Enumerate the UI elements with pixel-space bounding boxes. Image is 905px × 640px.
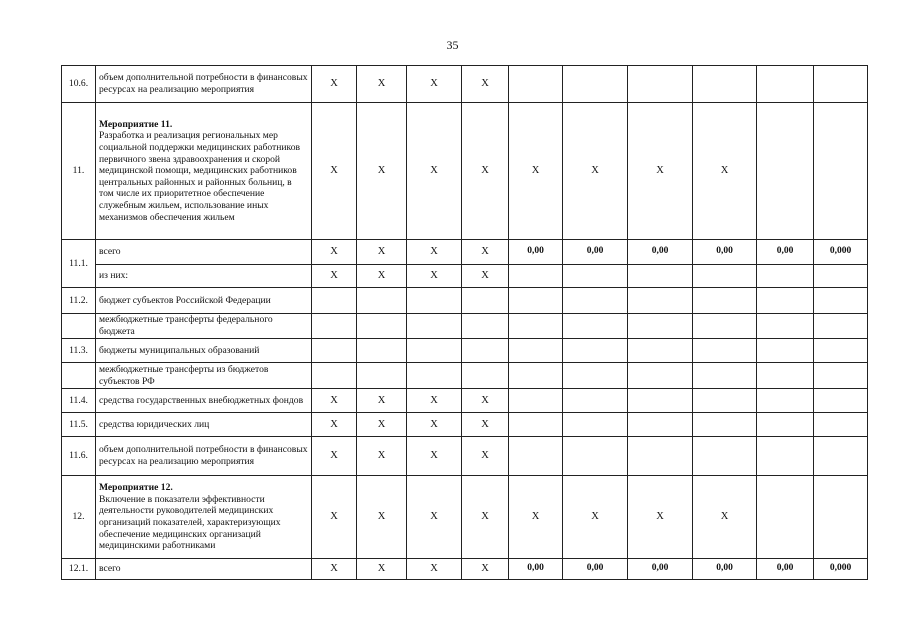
row-text: средства государственных внебюджетных фондов xyxy=(99,394,304,406)
value-cell xyxy=(693,339,757,363)
value-cell xyxy=(509,339,563,363)
mark-cell: X xyxy=(357,240,407,265)
mark-cell: X xyxy=(357,103,407,240)
table-row xyxy=(62,437,868,476)
row-text: Разработка и реализация региональных мер социальной поддержки медицинских работников первичного звена здравоохранения и скорой медицинской помощи, медицинских работников центральных районных и районных больниц, в том числе их приоритетное обеспечение служебным жильем, использование иных механизмов обеспечения жильем xyxy=(99,130,301,223)
value-cell: 0,00 xyxy=(628,559,693,580)
mark-cell: X xyxy=(407,437,462,476)
table-row xyxy=(62,413,868,437)
value-cell: 0,00 xyxy=(693,240,757,265)
value-cell: X xyxy=(628,476,693,559)
value-cell: 0,000 xyxy=(814,559,868,580)
value-cell xyxy=(563,339,628,363)
mark-cell xyxy=(407,339,462,363)
table-row xyxy=(62,66,868,103)
row-number: 11.6. xyxy=(62,437,96,476)
activity-title: Мероприятие 12. xyxy=(99,482,173,494)
value-cell xyxy=(628,413,693,437)
mark-cell xyxy=(312,288,357,314)
value-cell xyxy=(814,476,868,559)
value-cell xyxy=(814,288,868,314)
mark-cell: X xyxy=(357,389,407,413)
value-cell xyxy=(757,265,814,288)
row-number xyxy=(62,314,96,339)
mark-cell: X xyxy=(462,103,509,240)
table-row xyxy=(62,103,868,240)
value-cell: 0,00 xyxy=(757,240,814,265)
mark-cell: X xyxy=(407,240,462,265)
mark-cell: X xyxy=(357,265,407,288)
mark-cell: X xyxy=(312,265,357,288)
value-cell: 0,00 xyxy=(757,559,814,580)
value-cell xyxy=(757,389,814,413)
value-cell xyxy=(628,314,693,339)
page-number: 35 xyxy=(446,38,459,52)
value-cell xyxy=(757,363,814,389)
row-description xyxy=(96,265,312,288)
row-number: 11.3. xyxy=(62,339,96,363)
mark-cell xyxy=(407,314,462,339)
value-cell xyxy=(757,476,814,559)
value-cell xyxy=(757,339,814,363)
value-cell: X xyxy=(509,103,563,240)
row-description xyxy=(96,288,312,314)
value-cell xyxy=(509,66,563,103)
value-cell xyxy=(509,413,563,437)
table-row xyxy=(62,559,868,580)
table-row xyxy=(62,363,868,389)
value-cell xyxy=(563,389,628,413)
value-cell xyxy=(628,288,693,314)
row-number: 11.4. xyxy=(62,389,96,413)
value-cell: X xyxy=(628,103,693,240)
value-cell: X xyxy=(563,476,628,559)
row-description xyxy=(96,559,312,580)
mark-cell: X xyxy=(462,389,509,413)
row-description xyxy=(96,437,312,476)
mark-cell: X xyxy=(312,559,357,580)
row-description xyxy=(96,314,312,339)
row-text: из них: xyxy=(99,270,129,282)
mark-cell xyxy=(312,363,357,389)
row-number: 11.1. xyxy=(62,240,96,288)
value-cell xyxy=(563,66,628,103)
mark-cell: X xyxy=(407,389,462,413)
mark-cell: X xyxy=(462,265,509,288)
value-cell xyxy=(757,314,814,339)
row-text: средства юридических лиц xyxy=(99,418,210,430)
value-cell: 0,00 xyxy=(693,559,757,580)
value-cell xyxy=(628,389,693,413)
mark-cell xyxy=(357,288,407,314)
mark-cell: X xyxy=(357,476,407,559)
table-row xyxy=(62,339,868,363)
table-row xyxy=(62,288,868,314)
row-number: 12. xyxy=(62,476,96,559)
mark-cell: X xyxy=(462,66,509,103)
value-cell xyxy=(814,103,868,240)
value-cell xyxy=(693,265,757,288)
table-row xyxy=(62,314,868,339)
value-cell: X xyxy=(693,476,757,559)
value-cell xyxy=(628,339,693,363)
table-row xyxy=(62,476,868,559)
mark-cell xyxy=(407,363,462,389)
value-cell xyxy=(628,265,693,288)
row-text: бюджеты муниципальных образований xyxy=(99,344,260,356)
mark-cell: X xyxy=(312,437,357,476)
value-cell: X xyxy=(509,476,563,559)
value-cell xyxy=(757,413,814,437)
row-description xyxy=(96,103,312,240)
mark-cell xyxy=(357,339,407,363)
value-cell xyxy=(509,314,563,339)
mark-cell: X xyxy=(407,265,462,288)
activity-title: Мероприятие 11. xyxy=(99,118,173,130)
row-number: 11. xyxy=(62,103,96,240)
row-text: объем дополнительной потребности в финансовых ресурсах на реализацию мероприятия xyxy=(99,444,308,467)
mark-cell: X xyxy=(357,559,407,580)
table-row xyxy=(62,265,868,288)
value-cell xyxy=(563,314,628,339)
value-cell xyxy=(757,437,814,476)
row-number xyxy=(62,363,96,389)
value-cell xyxy=(814,363,868,389)
row-description xyxy=(96,389,312,413)
mark-cell xyxy=(407,288,462,314)
value-cell xyxy=(628,437,693,476)
mark-cell xyxy=(462,314,509,339)
row-text: всего xyxy=(99,563,121,575)
mark-cell xyxy=(312,314,357,339)
value-cell xyxy=(757,103,814,240)
value-cell xyxy=(693,66,757,103)
value-cell xyxy=(693,314,757,339)
value-cell xyxy=(563,437,628,476)
row-text: Включение в показатели эффективности деятельности руководителей медицинских организаций показателей, характеризующих обеспечение медицинских организаций медицинскими работниками xyxy=(99,493,281,552)
value-cell: X xyxy=(563,103,628,240)
value-cell xyxy=(563,288,628,314)
value-cell xyxy=(563,363,628,389)
value-cell xyxy=(693,389,757,413)
mark-cell: X xyxy=(312,476,357,559)
mark-cell: X xyxy=(407,413,462,437)
mark-cell: X xyxy=(357,413,407,437)
value-cell xyxy=(757,288,814,314)
value-cell: 0,00 xyxy=(509,240,563,265)
mark-cell xyxy=(312,339,357,363)
row-text: межбюджетные трансферты из бюджетов субъектов РФ xyxy=(99,363,269,387)
value-cell xyxy=(628,363,693,389)
value-cell xyxy=(814,413,868,437)
row-number: 11.2. xyxy=(62,288,96,314)
mark-cell: X xyxy=(462,413,509,437)
mark-cell: X xyxy=(462,559,509,580)
value-cell xyxy=(814,339,868,363)
mark-cell: X xyxy=(312,413,357,437)
row-description xyxy=(96,66,312,103)
value-cell xyxy=(693,363,757,389)
value-cell: 0,000 xyxy=(814,240,868,265)
value-cell xyxy=(563,413,628,437)
mark-cell: X xyxy=(407,559,462,580)
value-cell: 0,00 xyxy=(563,559,628,580)
table-row xyxy=(62,240,868,265)
value-cell xyxy=(757,66,814,103)
mark-cell: X xyxy=(462,240,509,265)
value-cell xyxy=(814,389,868,413)
mark-cell: X xyxy=(312,240,357,265)
mark-cell: X xyxy=(312,103,357,240)
value-cell xyxy=(814,265,868,288)
mark-cell xyxy=(357,314,407,339)
mark-cell xyxy=(462,339,509,363)
value-cell xyxy=(509,288,563,314)
mark-cell: X xyxy=(407,476,462,559)
value-cell xyxy=(563,265,628,288)
row-text: всего xyxy=(99,246,121,258)
value-cell xyxy=(693,437,757,476)
mark-cell: X xyxy=(407,66,462,103)
value-cell xyxy=(814,66,868,103)
value-cell xyxy=(693,288,757,314)
row-text: объем дополнительной потребности в финансовых ресурсах на реализацию мероприятия xyxy=(99,72,308,95)
table-row xyxy=(62,389,868,413)
value-cell xyxy=(509,389,563,413)
row-number: 10.6. xyxy=(62,66,96,103)
mark-cell xyxy=(462,363,509,389)
mark-cell: X xyxy=(357,66,407,103)
mark-cell: X xyxy=(462,476,509,559)
value-cell xyxy=(693,413,757,437)
mark-cell: X xyxy=(312,389,357,413)
row-description xyxy=(96,339,312,363)
mark-cell: X xyxy=(357,437,407,476)
mark-cell: X xyxy=(312,66,357,103)
value-cell: X xyxy=(693,103,757,240)
row-description xyxy=(96,476,312,559)
value-cell xyxy=(509,437,563,476)
value-cell xyxy=(509,363,563,389)
value-cell xyxy=(814,314,868,339)
row-text: бюджет субъектов Российской Федерации xyxy=(99,294,271,306)
value-cell: 0,00 xyxy=(628,240,693,265)
mark-cell: X xyxy=(462,437,509,476)
mark-cell xyxy=(357,363,407,389)
value-cell xyxy=(628,66,693,103)
value-cell xyxy=(814,437,868,476)
row-number: 12.1. xyxy=(62,559,96,580)
table-body xyxy=(62,66,868,580)
mark-cell xyxy=(462,288,509,314)
value-cell: 0,00 xyxy=(509,559,563,580)
row-description xyxy=(96,413,312,437)
value-cell xyxy=(509,265,563,288)
mark-cell: X xyxy=(407,103,462,240)
value-cell: 0,00 xyxy=(563,240,628,265)
row-number: 11.5. xyxy=(62,413,96,437)
budget-table xyxy=(61,65,868,580)
row-description xyxy=(96,240,312,265)
row-text: межбюджетные трансферты федерального бюджета xyxy=(99,314,273,337)
row-description xyxy=(96,363,312,389)
